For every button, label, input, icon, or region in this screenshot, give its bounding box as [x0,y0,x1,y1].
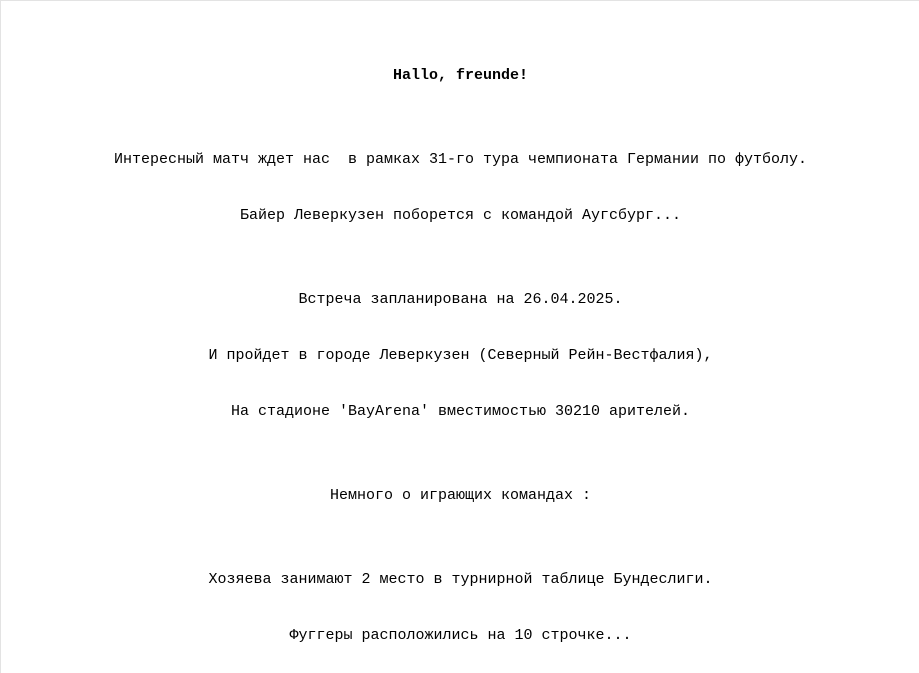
greeting-heading: Hallo, freunde! [392,67,529,84]
home-team-standing-text: Хозяева занимают 2 место в турнирной таблице Бундеслиги. [208,571,713,588]
teams-text: Байер Леверкузен поборется с командой Аугсбург... [239,207,682,224]
match-city-text: И пройдет в городе Леверкузен (Северный Рейн-Вестфалия), [208,347,713,364]
teams-section-heading: Немного о играющих командах : [329,487,592,504]
match-date-text: Встреча запланирована на 26.04.2025. [298,291,623,308]
match-intro-text: Интересный матч ждет нас в рамках 31-го тура чемпионата Германии по футболу. [113,151,808,168]
stadium-text: На стадионе 'BayArena' вместимостью 30210 арителей. [230,403,691,420]
away-team-standing-text: Фуггеры расположились на 10 строчке... [289,627,632,644]
